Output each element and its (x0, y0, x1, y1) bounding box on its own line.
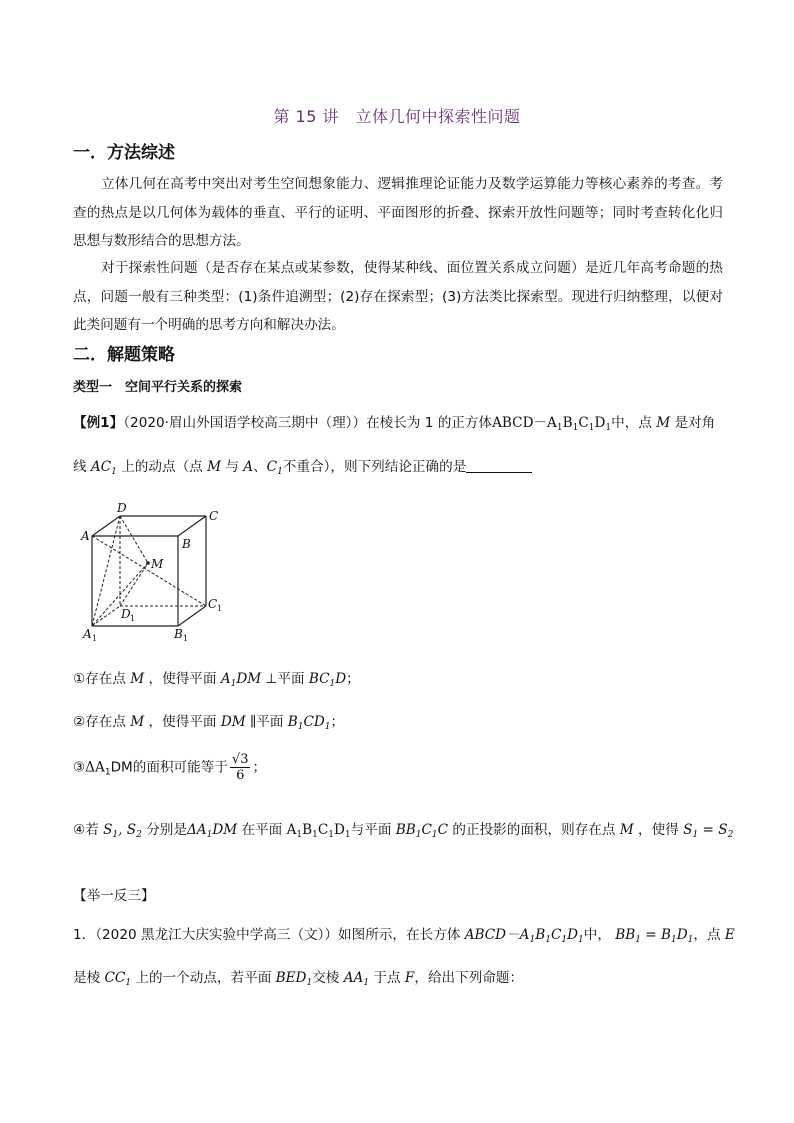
svg-text:C: C (209, 509, 219, 523)
svg-text:1: 1 (92, 634, 98, 643)
option-4: ④若 $S_1$, $S_2$ 分别是$\Delta A_1DM$ 在平面 $A_1B_1C_1D_1$与平面 $BB_1C_1C$ 的正投影的面积，则存在点 M ，使得 $S_1 = S_2$ (73, 822, 734, 840)
svg-text:D: D (121, 607, 131, 621)
svg-text:A: A (83, 627, 92, 641)
paragraph-types: 对于探索性问题（是否存在某点或某参数，使得某种线、面位置关系成立问题）是近几年高考命题的热点，问题一般有三种类型：(1)条件追溯型；(2)存在探索型；(3)方法类比探索型。现进行归纳整理，以便对此类问题有一个明确的思考方向和解决办法。 (73, 260, 723, 333)
example-line-1: 【例1】（2020·眉山外国语学校高三期中（理））在棱长为 1 的正方体$ABCD-A_1B_1C_1D_1$中，点 M 是对角 (73, 415, 716, 433)
paragraph-overview: 立体几何在高考中突出对考生空间想象能力、逻辑推理论证能力及数学运算能力等核心素养的考查。考查的热点是以几何体为载体的垂直、平行的证明、平面图形的折叠、探索开放性问题等；同时考查转化化归思想与数形结合的思想方法。 (73, 176, 723, 249)
type-heading: 类型一 空间平行关系的探索 (73, 380, 243, 395)
svg-text:B: B (174, 627, 183, 641)
example-tag: 【例1】 (73, 415, 124, 431)
example-line-2: 线 $AC_1$ 上的动点（点 M 与 A、$C_1$不重合），则下列结论正确的是 (73, 455, 532, 477)
svg-text:1: 1 (183, 634, 189, 643)
svg-text:D: D (117, 501, 127, 515)
section-heading-strategy: 二．解题策略 (73, 345, 175, 365)
svg-text:A: A (81, 529, 90, 543)
svg-text:C: C (208, 597, 218, 611)
cube-figure (78, 498, 228, 650)
svg-text:M: M (151, 557, 164, 571)
svg-text:1: 1 (217, 604, 223, 613)
practice-q1-line2: 是棱 $CC_1$ 上的一个动点，若平面 $BED_1$交棱 $AA_1$ 于点 F，给出下列命题： (73, 970, 524, 988)
practice-q1-line1: 1．（2020 黑龙江大庆实验中学高三（文））如图所示，在长方体 $ABCD-A_1B_1C_1D_1$中， $BB_1 = B_1D_1$，点 E (73, 927, 735, 945)
option-1: ①存在点 M ，使得平面 $A_1DM$ ⊥平面 $BC_1D$； (73, 671, 360, 689)
page-title: 第 15 讲 立体几何中探索性问题 (273, 107, 521, 126)
svg-text:B: B (182, 537, 191, 551)
option-2: ②存在点 M ，使得平面 DM ∥平面 $B_1CD_1$； (73, 714, 345, 732)
fraction: $\frac{√3}{6}$ (231, 752, 249, 783)
svg-text:1: 1 (130, 614, 136, 623)
practice-heading: 【举一反三】 (73, 888, 155, 904)
section-heading-method: 一．方法综述 (73, 143, 175, 163)
answer-blank[interactable] (466, 458, 532, 473)
option-3: $③\Delta A_1DM$的面积可能等于 $\frac{√3}{6}$ ； (73, 752, 267, 783)
